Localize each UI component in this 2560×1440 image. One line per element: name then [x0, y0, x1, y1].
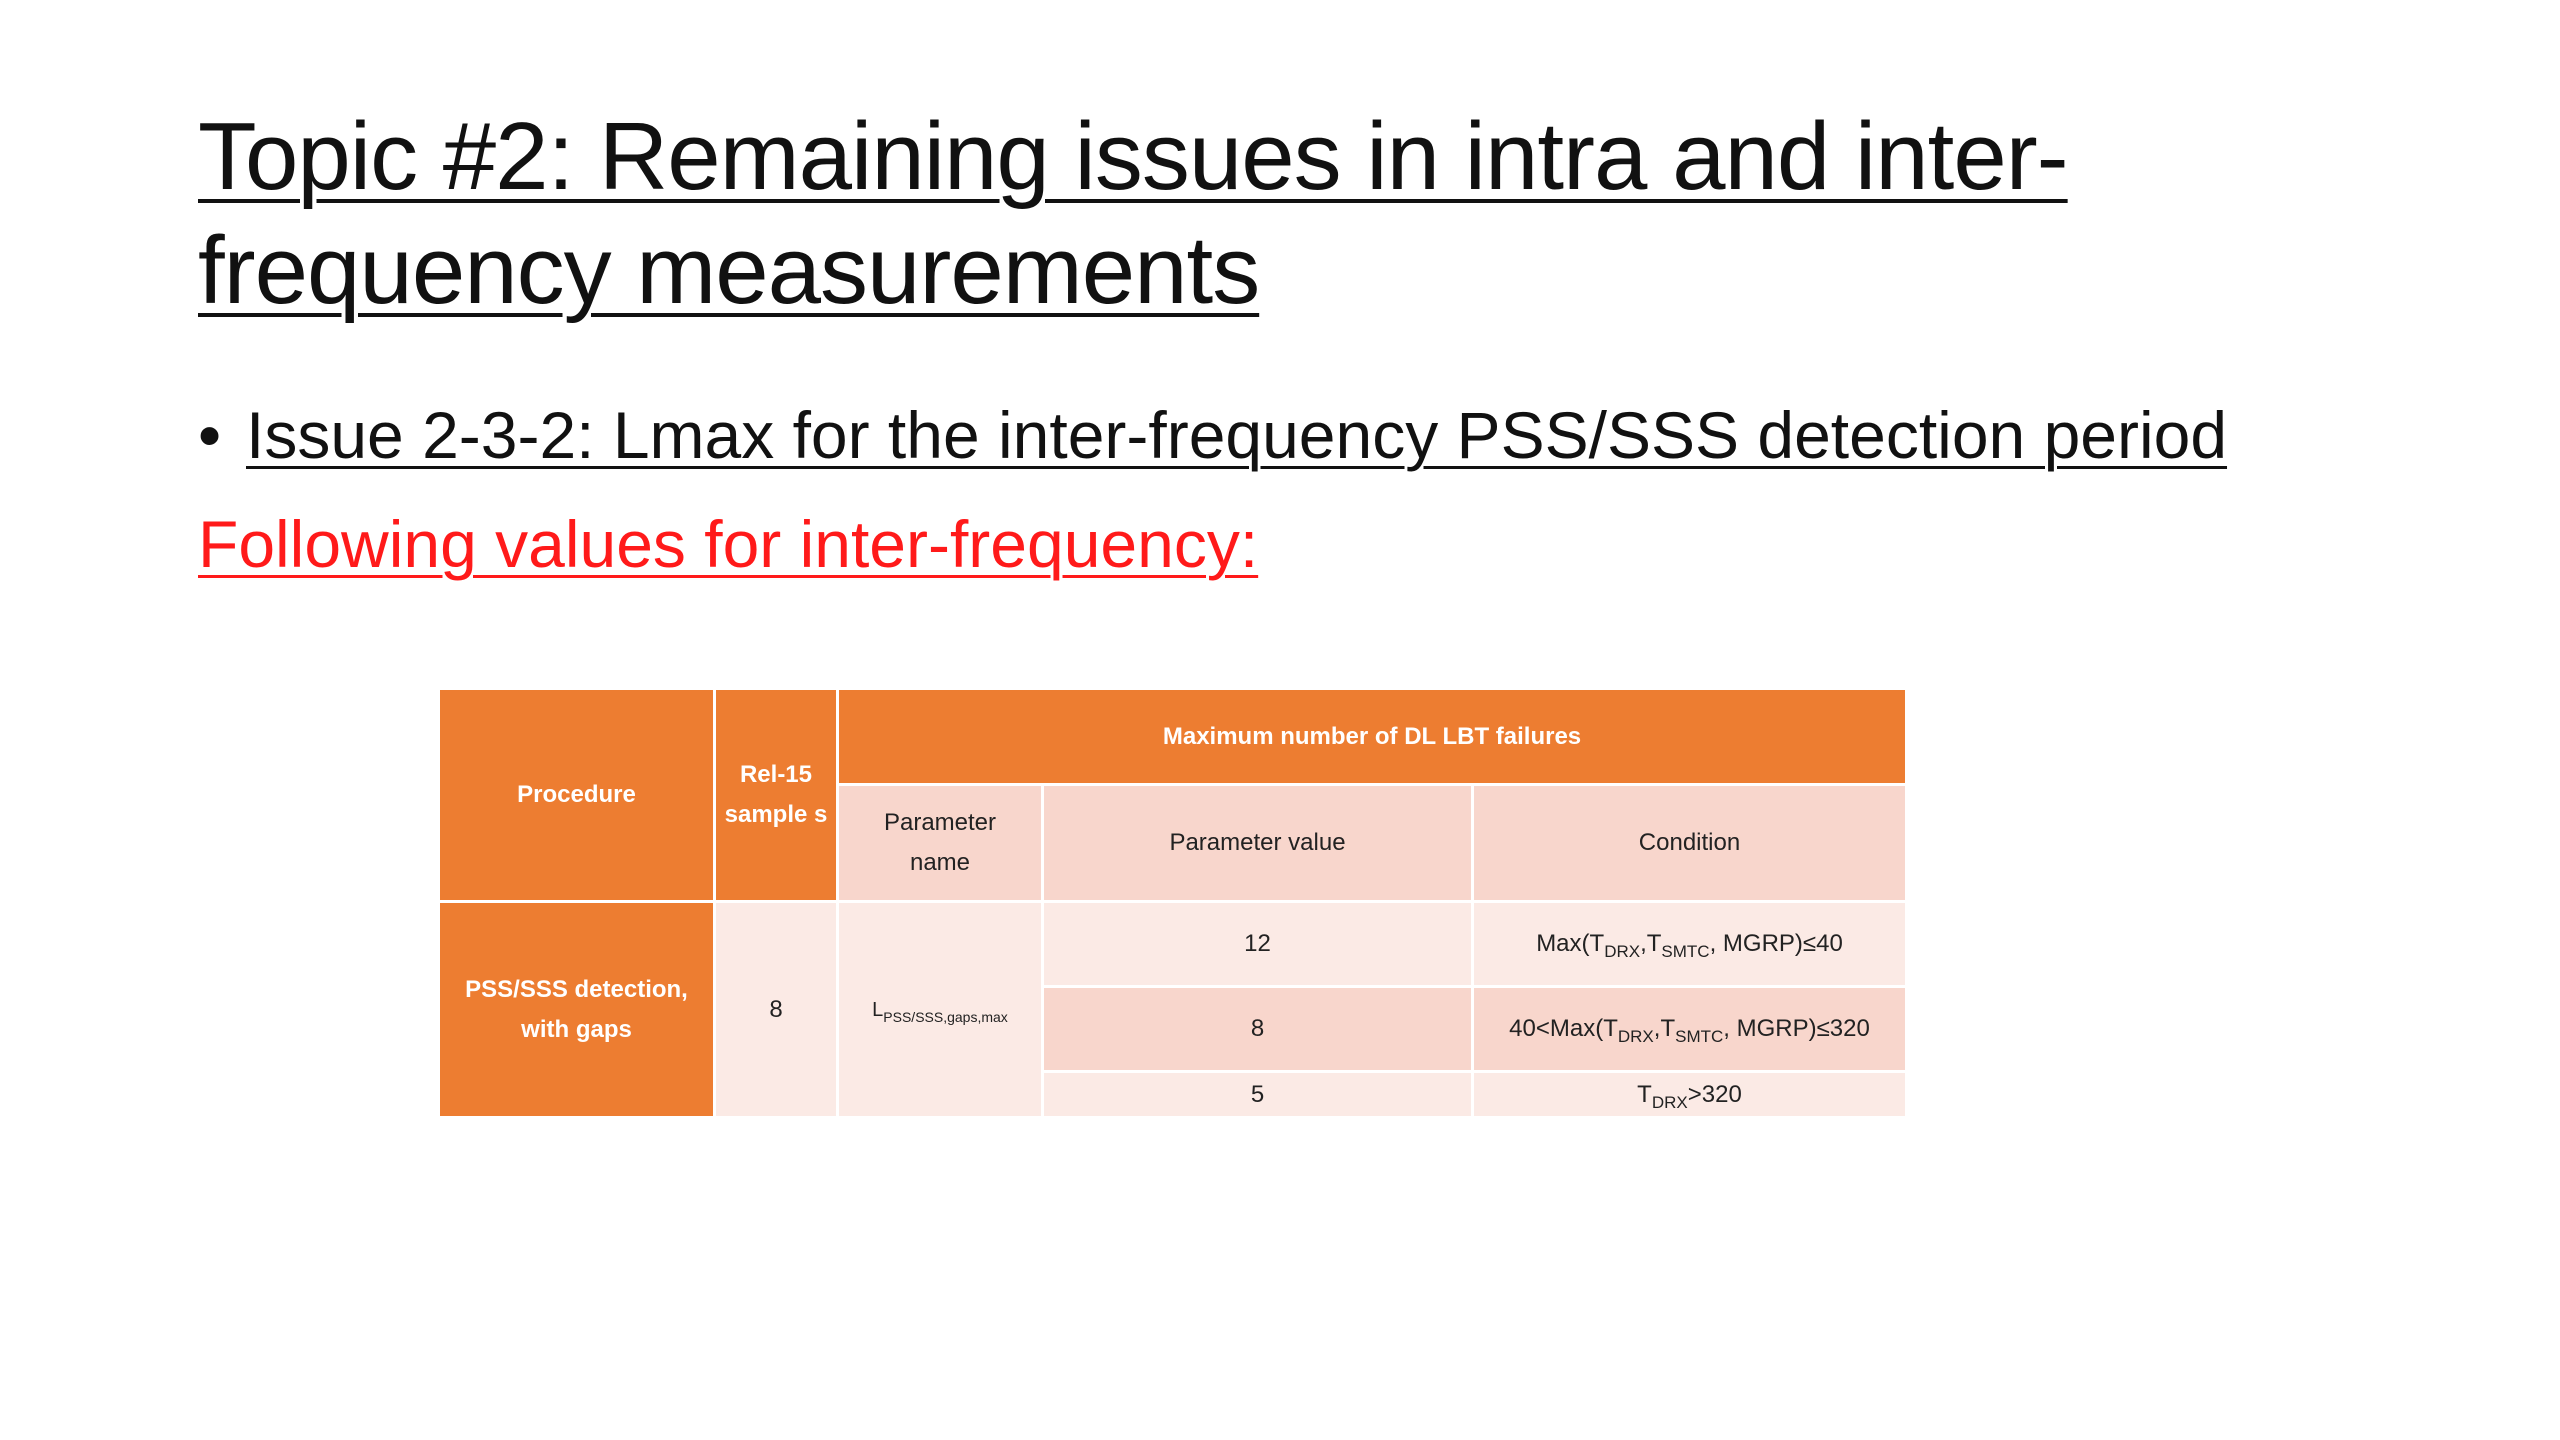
header-param-value [1044, 786, 1471, 900]
header-max-dl-lbt-label: Maximum number of DL LBT failures [1162, 722, 1582, 750]
header-param-name-label: Parameter name [883, 809, 997, 876]
cell-rel15-samples-value: 8 [769, 995, 783, 1023]
header-param-name [839, 786, 1041, 900]
param-name-text: $L_{PSS/SSS,gaps,max}$ [872, 998, 1008, 1025]
cell-procedure [440, 903, 713, 1116]
condition-row-1 [1474, 903, 1905, 985]
value-row-3 [1044, 1073, 1471, 1116]
value-row-2 [1044, 988, 1471, 1070]
condition-3: $T_{DRX}>320$ [1637, 1080, 1742, 1112]
bullet-icon: • [198, 398, 222, 472]
header-rel15 [716, 690, 836, 900]
condition-row-2 [1474, 988, 1905, 1070]
value-1: 12 [1244, 930, 1271, 957]
bullet-item [198, 395, 2227, 475]
red-subheading: Following values for inter-frequency: [198, 507, 1259, 581]
cell-param-name [839, 903, 1041, 1116]
value-2: 8 [1250, 1015, 1265, 1042]
condition-1: $Max(T_{DRX},T_{SMTC}$, MGRP)≤40 [1536, 930, 1843, 961]
header-procedure-label: Procedure [517, 781, 636, 808]
condition-2: $40<Max(T_{DRX},T_{SMTC}$, MGRP)≤320 [1509, 1015, 1870, 1046]
header-param-value-label: Parameter value [1169, 829, 1346, 856]
slide-title [198, 100, 2198, 328]
header-condition-label: Condition [1638, 829, 1741, 856]
header-condition [1474, 786, 1905, 900]
cell-rel15-samples [716, 903, 836, 1116]
title-line-2: frequency measurements [198, 217, 1260, 324]
cell-procedure-label: PSS/SSS detection, with gaps [465, 975, 688, 1043]
bullet-text: Issue 2-3-2: Lmax for the inter-frequency PSS/SSS detection period [246, 398, 2228, 472]
header-max-dl-lbt [839, 690, 1905, 783]
value-3: 5 [1250, 1080, 1265, 1108]
condition-row-3 [1474, 1073, 1905, 1116]
value-row-1 [1044, 903, 1471, 985]
header-rel15-label: Rel-15 sample s [724, 761, 828, 828]
lbt-table [440, 690, 1905, 1116]
title-line-1: Topic #2: Remaining issues in intra and inter- [198, 103, 2068, 210]
header-procedure [440, 690, 713, 900]
